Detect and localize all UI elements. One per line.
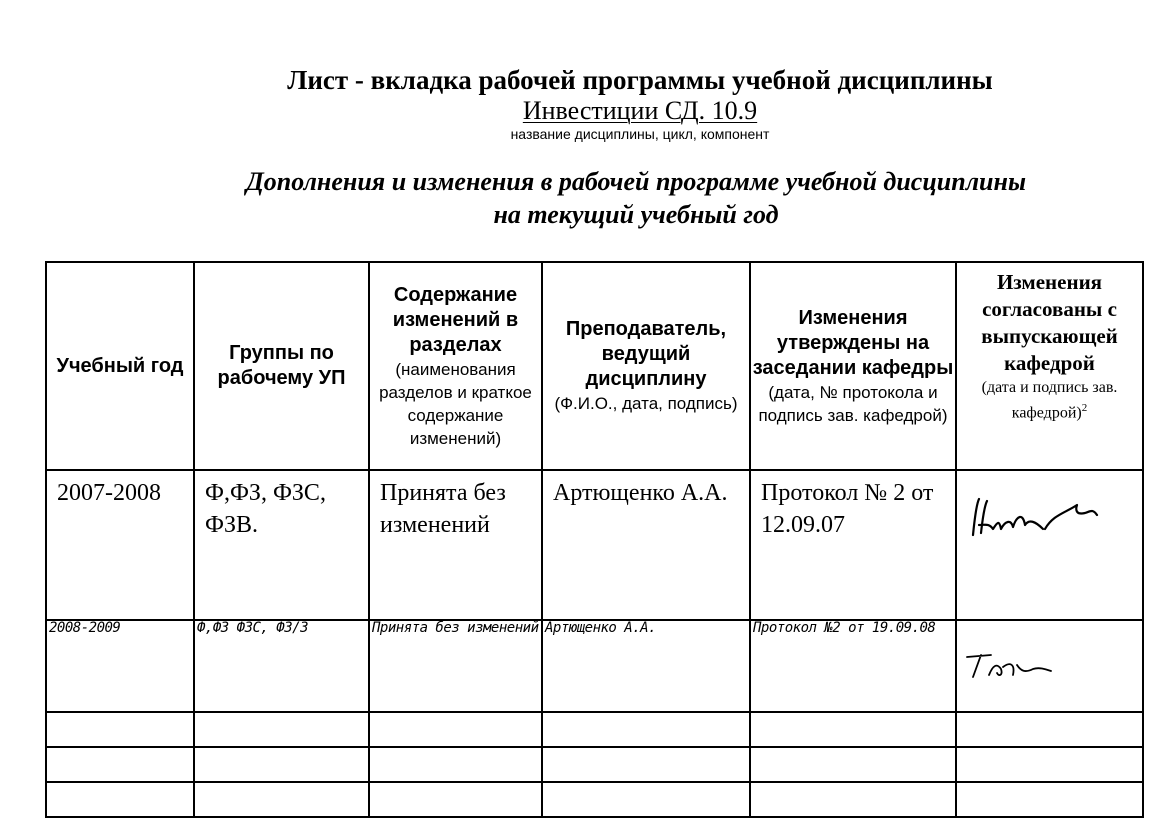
- cell-teacher: Артющенко А.А.: [542, 470, 750, 620]
- cell-signature: [956, 620, 1143, 712]
- header-content-changes: [369, 262, 542, 470]
- empty-cell: [46, 747, 194, 782]
- handwritten-signature: [965, 485, 1115, 545]
- cell-protocol: Протокол № 2 от 12.09.07: [750, 470, 956, 620]
- subtitle-line-2: на текущий учебный год: [493, 200, 779, 229]
- cell-teacher: Артющенко А.А.: [542, 620, 750, 712]
- empty-cell: [542, 782, 750, 817]
- header-academic-year: [46, 262, 194, 470]
- header-label: Изменения согласованы с выпускающей кафедрой: [981, 270, 1118, 375]
- empty-cell: [194, 782, 369, 817]
- header-label: Изменения утверждены на заседании кафедры: [752, 306, 954, 379]
- discipline-caption: название дисциплины, цикл, компонент: [510, 126, 770, 142]
- cell-year: 2007-2008: [46, 470, 194, 620]
- changes-table: [45, 261, 1144, 818]
- header-agreed: [956, 262, 1143, 470]
- cell-year: 2008-2009: [46, 620, 194, 712]
- empty-cell: [956, 782, 1143, 817]
- cell-signature: [956, 470, 1143, 620]
- header-sublabel: (наименования разделов и краткое содержание изменений): [379, 359, 532, 448]
- empty-cell: [194, 712, 369, 747]
- empty-cell: [46, 782, 194, 817]
- empty-cell: [956, 747, 1143, 782]
- header-label: Преподаватель, ведущий дисциплину: [565, 318, 727, 390]
- document-title: Лист - вкладка рабочей программы учебной дисциплины: [287, 65, 993, 95]
- cell-content: Принята без изменений: [369, 620, 542, 712]
- empty-cell: [750, 712, 956, 747]
- empty-cell: [956, 712, 1143, 747]
- discipline-value: Инвестиции СД. 10.9: [522, 96, 758, 125]
- empty-cell: [46, 712, 194, 747]
- header-sublabel-wrap: [957, 377, 1142, 423]
- empty-cell: [542, 747, 750, 782]
- header-sublabel: (дата, № протокола и подпись зав. кафедрой): [758, 382, 948, 425]
- table-row-empty: [46, 782, 1143, 817]
- footnote-mark: 2: [1081, 402, 1088, 414]
- header-sublabel: (дата и подпись зав. кафедрой): [981, 379, 1118, 422]
- header-sublabel: (Ф.И.О., дата, подпись): [554, 394, 738, 413]
- table-row: [46, 470, 1143, 620]
- empty-cell: [542, 712, 750, 747]
- cell-content: Принята без изменений: [369, 470, 542, 620]
- cell-protocol: Протокол №2 от 19.09.08: [750, 620, 956, 712]
- header-groups: [194, 262, 369, 470]
- header-label: Группы по рабочему УП: [217, 342, 346, 389]
- header-label: Содержание изменений в разделах: [392, 283, 519, 356]
- header-teacher: [542, 262, 750, 470]
- handwritten-signature: [959, 651, 1069, 681]
- empty-cell: [369, 747, 542, 782]
- cell-groups: Ф,ФЗ, ФЗС, ФЗВ.: [194, 470, 369, 620]
- empty-cell: [369, 782, 542, 817]
- header-approved: [750, 262, 956, 470]
- cell-groups: Ф,ФЗ ФЗС, ФЗ/З: [194, 620, 369, 712]
- table-header-row: [46, 262, 1143, 470]
- subtitle-line-1: Дополнения и изменения в рабочей программе учебной дисциплины: [246, 167, 1026, 196]
- table-row: [46, 620, 1143, 712]
- empty-cell: [369, 712, 542, 747]
- empty-cell: [194, 747, 369, 782]
- header-label: Учебный год: [56, 354, 184, 377]
- empty-cell: [750, 782, 956, 817]
- table-row-empty: [46, 747, 1143, 782]
- empty-cell: [750, 747, 956, 782]
- discipline-name: [0, 96, 1153, 126]
- table-row-empty: [46, 712, 1143, 747]
- document-subtitle: [0, 165, 1153, 231]
